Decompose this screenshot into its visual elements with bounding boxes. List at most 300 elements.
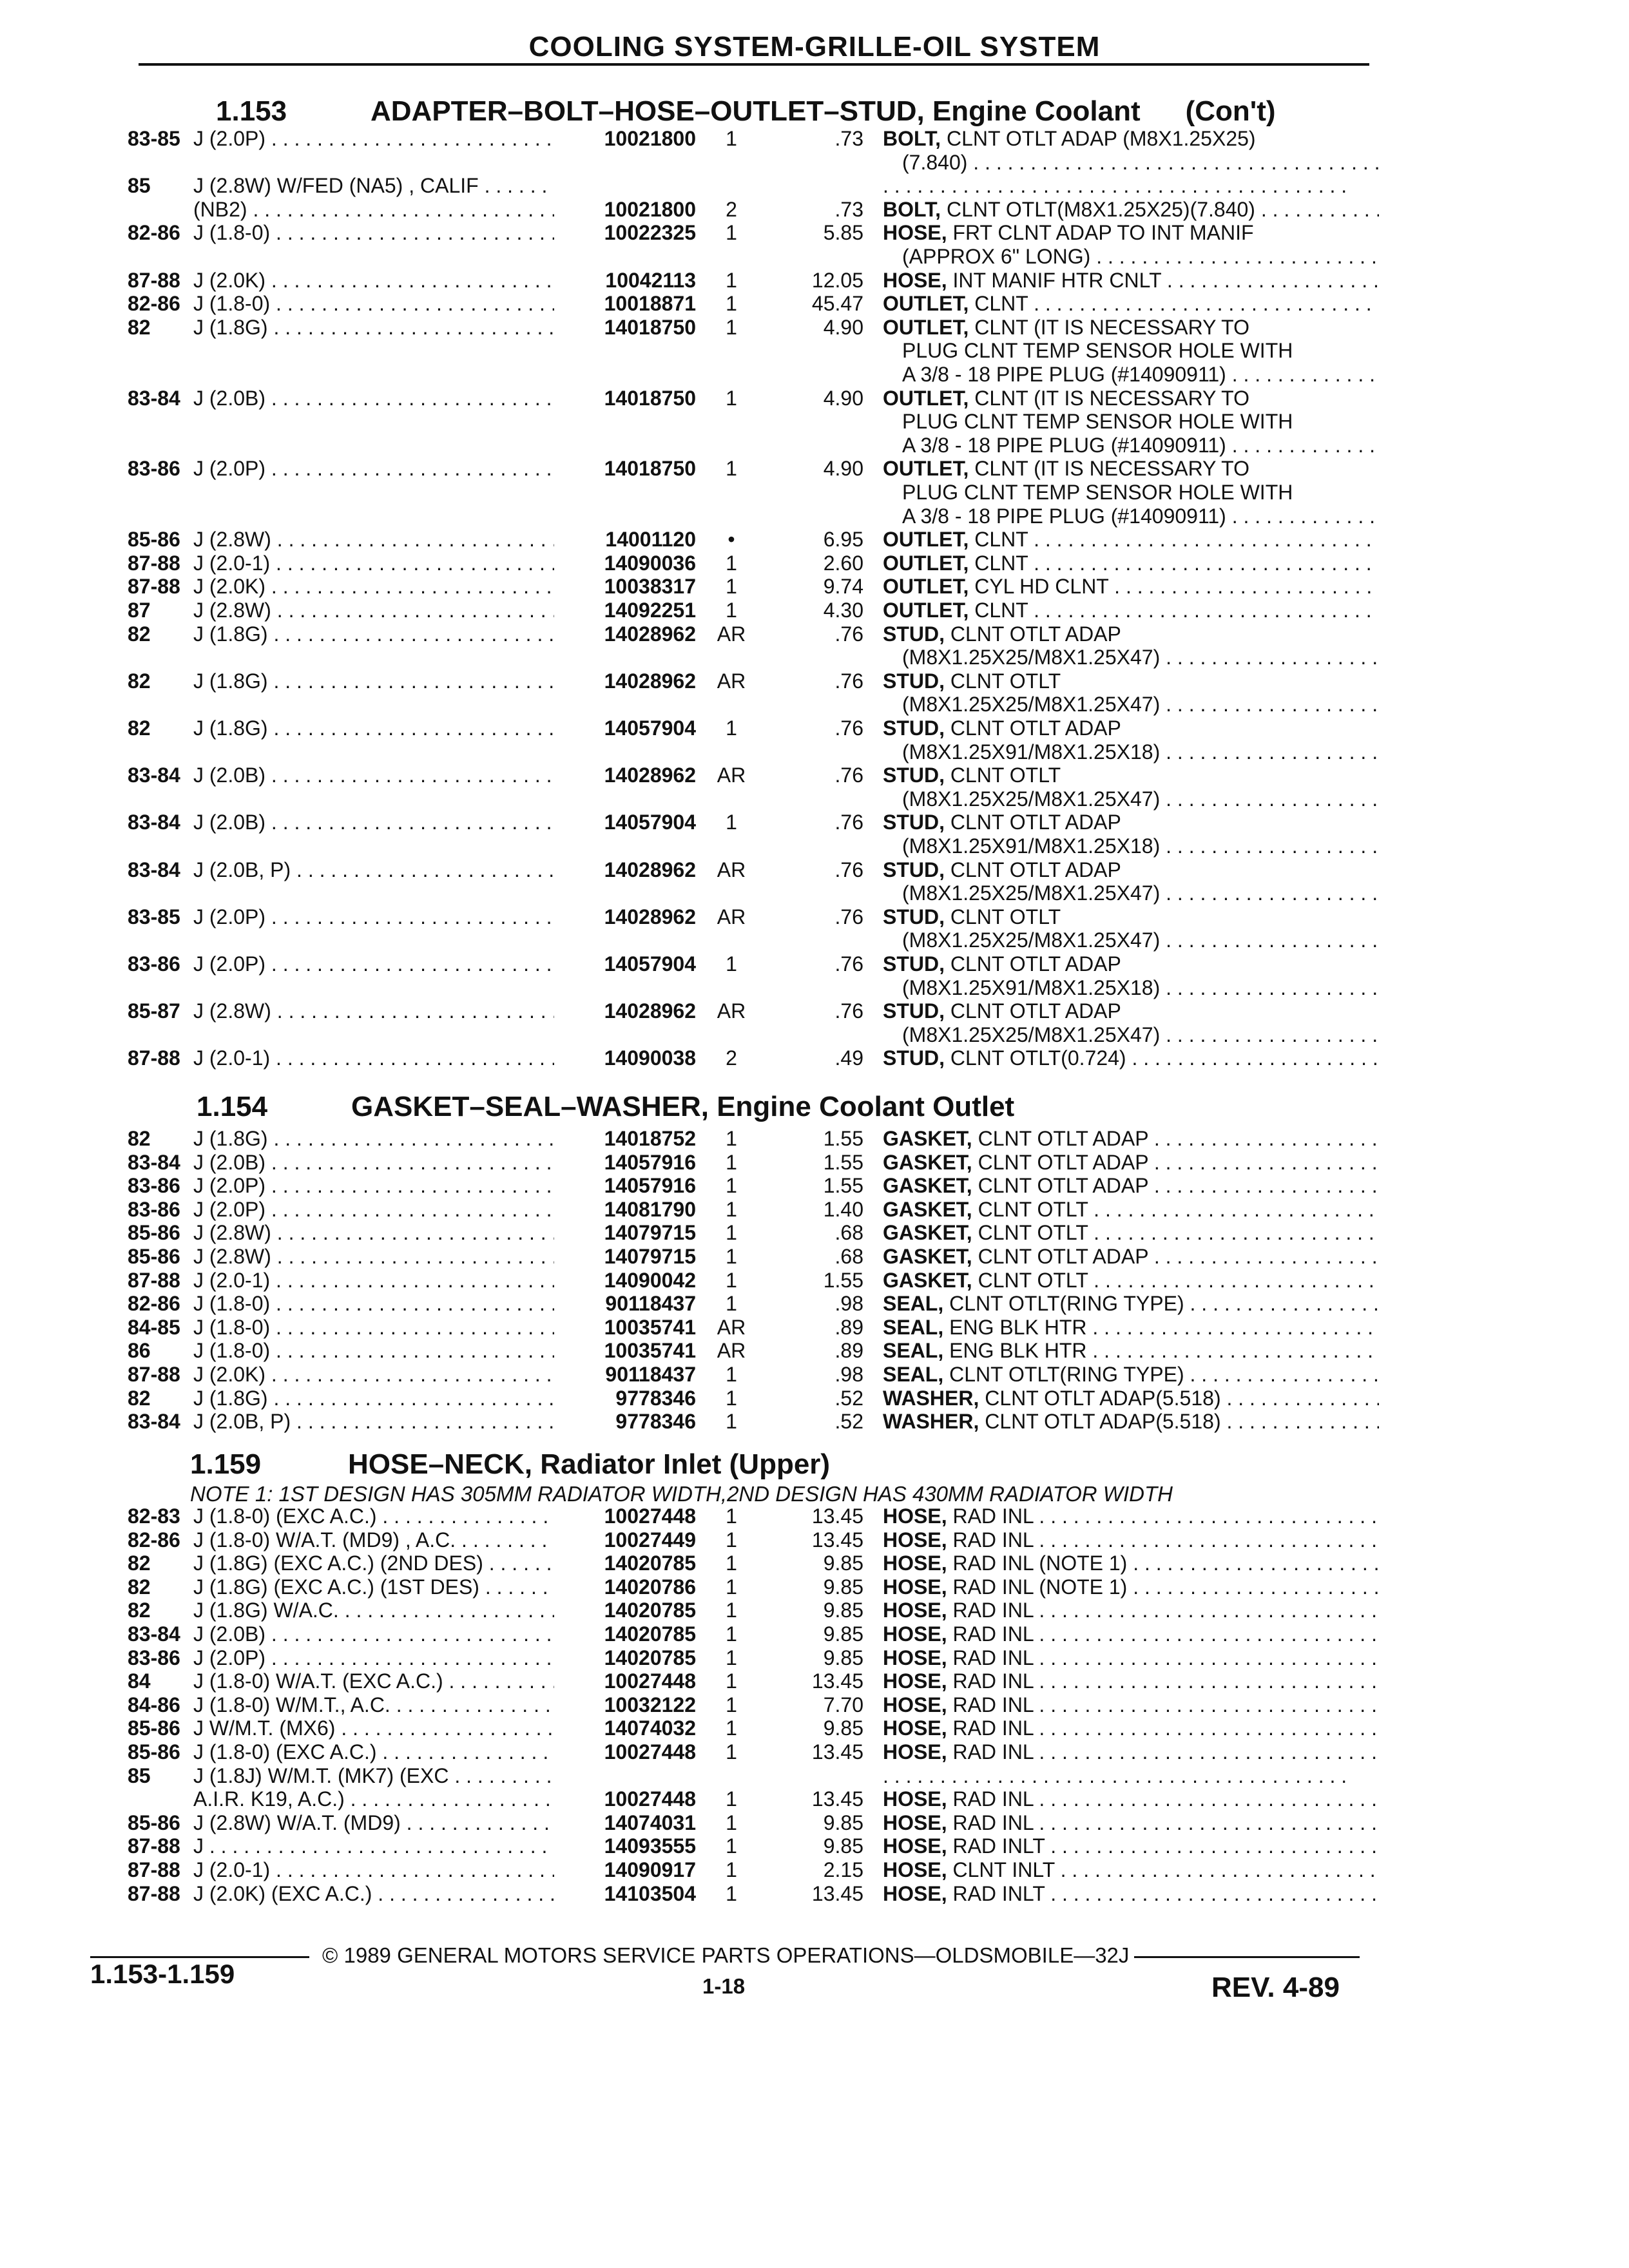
description-noun: HOSE, [883,1811,947,1834]
description [883,1740,1379,1764]
price: 4.90 [823,457,863,481]
quantity: 2 [726,197,737,221]
header-rule [139,63,1369,66]
model-years: 82 [128,1386,151,1410]
part-number: 10042113 [605,268,696,292]
description [883,126,1379,151]
application: J (2.0P) . . . [193,905,554,929]
application: J (1.8-0) W/A.T. (EXC A.C.) . . . [193,1669,554,1693]
price: 13.45 [811,1504,863,1528]
quantity: 1 [726,268,737,292]
model-years: 82 [128,1127,151,1150]
description-noun: HOSE, [883,1740,947,1763]
price: 9.85 [823,1811,863,1834]
description-noun: HOSE, [883,1716,947,1740]
description [883,268,1379,293]
model-years: 84-86 [128,1693,180,1716]
application: J (1.8G) . . . [193,315,554,340]
description-continuation: (M8X1.25X91/M8X1.25X18) . . . [902,975,1379,1000]
price: 4.90 [823,315,863,339]
quantity: 1 [726,1410,737,1434]
application: J (2.8W) . . . [193,1220,554,1245]
parts-row [0,858,1629,882]
model-years: 87-88 [128,268,180,292]
description-rest: RAD INL [947,1716,1034,1740]
description-noun: HOSE, [883,1787,947,1811]
description-noun: WASHER, [883,1410,979,1434]
description-noun: STUD, [883,622,945,646]
price: .76 [834,669,863,693]
price: 5.85 [823,221,863,245]
part-number: 14001120 [605,528,696,552]
model-years: 83-84 [128,386,180,410]
part-number: 14103504 [604,1881,696,1905]
description-rest: CLNT OTLT ADAP [972,1174,1148,1198]
model-years: 87 [128,599,151,622]
description-noun: GASKET, [883,1221,972,1245]
application: J (2.8W) W/A.T. (MD9) . . . [193,1811,554,1835]
description-noun: OUTLET, [883,292,969,316]
description-rest: CLNT OTLT ADAP [945,811,1121,834]
description-noun: STUD, [883,858,945,881]
description [883,291,1379,316]
quantity: 1 [726,1221,737,1245]
price: 13.45 [811,1528,863,1552]
part-number: 14028962 [604,999,696,1023]
description [883,1504,1379,1528]
description-continuation: A 3/8 - 18 PIPE PLUG (#14090911) . . . [902,504,1379,528]
description [883,1811,1379,1835]
description [883,1362,1379,1387]
quantity: AR [717,905,746,928]
description [883,1409,1379,1434]
part-number: 14020785 [604,1646,696,1669]
description-rest: CLNT OTLT ADAP [972,1127,1148,1150]
footer-rule-right [1134,1956,1360,1958]
price: .76 [834,811,863,834]
description-noun: HOSE, [883,221,947,245]
description-rest: CLNT OTLT ADAP [945,952,1121,975]
quantity: AR [717,669,746,693]
description-rest: CLNT OTLT ADAP(5.518) [979,1386,1221,1410]
price: .89 [834,1315,863,1339]
description [883,1646,1379,1670]
price: .73 [834,197,863,221]
parts-row [0,1622,1629,1646]
price: 9.85 [823,1599,863,1622]
parts-row [0,1740,1629,1764]
quantity: 1 [726,1528,737,1552]
description-rest: RAD INLT [947,1834,1045,1858]
part-number: 14018750 [604,386,696,410]
description-rest: CLNT OTLT ADAP (M8X1.25X25) [941,127,1256,150]
parts-row [0,268,1629,293]
quantity: AR [717,622,746,646]
parts-row [0,1763,1629,1788]
part-number: 14057904 [604,952,696,975]
parts-row [0,1693,1629,1717]
part-number: 14090917 [604,1858,696,1881]
application: J (2.0B) . . . [193,1622,554,1646]
model-years: 85 [128,174,151,198]
application: J (2.8W) . . . [193,999,554,1023]
price: 1.55 [823,1150,863,1174]
price: 9.85 [823,1834,863,1858]
description [883,858,1379,882]
price: .76 [834,716,863,740]
model-years: 83-86 [128,952,180,975]
description-continuation: (M8X1.25X91/M8X1.25X18) . . . [902,740,1379,764]
description [883,1551,1379,1575]
part-number: 10032122 [604,1693,696,1716]
price: 13.45 [811,1669,863,1693]
description [883,622,1379,646]
footer-rule-left [90,1956,309,1958]
price: 9.85 [823,1646,863,1669]
application: J (2.0-1) . . . [193,1858,554,1882]
price: .49 [834,1046,863,1070]
description [883,1197,1379,1222]
model-years: 85-86 [128,1245,180,1268]
footer-section-range: 1.153-1.159 [90,1959,235,1989]
model-years: 87-88 [128,575,180,599]
parts-row [0,220,1629,245]
part-number: 90118437 [605,1363,696,1386]
price: 1.55 [823,1174,863,1198]
description [883,1315,1379,1340]
application: J (2.0P) . . . [193,1646,554,1670]
description-rest: ENG BLK HTR [943,1315,1087,1339]
model-years: 87-88 [128,1046,180,1070]
description-noun: BOLT, [883,127,941,150]
parts-row [0,1338,1629,1363]
parts-row [0,1173,1629,1198]
description-noun: STUD, [883,669,945,693]
price: 1.55 [823,1127,863,1150]
quantity: 1 [726,1552,737,1575]
quantity: 1 [726,1858,737,1881]
quantity: 1 [726,599,737,622]
section-title [351,1091,1014,1123]
parts-row [0,1646,1629,1670]
parts-row [0,622,1629,646]
quantity: 1 [726,1811,737,1834]
model-years: 82-86 [128,292,180,316]
part-number: 90118437 [605,1292,696,1316]
description-rest: CLNT OTLT ADAP [972,1245,1148,1268]
description [883,1881,1379,1906]
description [883,1787,1379,1811]
description-noun: STUD, [883,811,945,834]
description-rest: CLNT OTLT [972,1268,1088,1292]
footer-page-number: 1-18 [702,1974,746,1998]
quantity: 1 [726,1646,737,1669]
parts-row [0,173,1629,198]
description-noun: HOSE, [883,1858,947,1881]
parts-row [0,1409,1629,1434]
price: .98 [834,1292,863,1316]
description-continuation: (M8X1.25X25/M8X1.25X47) . . . [902,645,1379,669]
model-years: 87-88 [128,1881,180,1905]
quantity: 1 [726,127,737,150]
description-continuation: (M8X1.25X25/M8X1.25X47) . . . [902,787,1379,811]
application: J (1.8-0) . . . [193,1315,554,1340]
quantity: 1 [726,1292,737,1316]
model-years: 87-88 [128,551,180,575]
part-number: 14028962 [604,669,696,693]
model-years: 83-84 [128,1410,180,1434]
part-number: 14093555 [604,1834,696,1858]
parts-row [0,1528,1629,1552]
description [883,1386,1379,1410]
part-number: 14057904 [604,716,696,740]
part-number: 14028962 [604,764,696,787]
description-continuation: PLUG CLNT TEMP SENSOR HOLE WITH [902,481,1293,504]
parts-row [0,1315,1629,1340]
application: J (1.8G) (EXC A.C.) (1ST DES) . . . [193,1575,554,1599]
description [883,551,1379,575]
description-rest: RAD INL [947,1669,1034,1693]
parts-row [0,1787,1629,1811]
section-number: 1.154 [197,1091,268,1122]
quantity: 1 [726,1716,737,1740]
quantity: 1 [726,386,737,410]
part-number: 14018750 [604,315,696,339]
description-rest: CYL HD CLNT [969,575,1109,599]
description [883,1046,1379,1070]
description [883,1716,1379,1740]
model-years: 82-86 [128,1528,180,1552]
description [883,574,1379,599]
model-years: 82 [128,1575,151,1599]
part-number: 10018871 [604,292,696,316]
price: .76 [834,764,863,787]
parts-row [0,291,1629,316]
description-continuation: (M8X1.25X25/M8X1.25X47) . . . [902,881,1379,905]
quantity: AR [717,1315,746,1339]
part-number: 14092251 [604,599,696,622]
section-title-text: GASKET–SEAL–WASHER, Engine Coolant Outlet [351,1091,1015,1122]
description-rest: RAD INL [947,1622,1034,1646]
description-rest: CLNT OTLT(RING TYPE) [943,1363,1184,1386]
description-noun: STUD, [883,952,945,975]
application: J (1.8G) . . . [193,716,554,740]
description-noun: GASKET, [883,1268,972,1292]
description [883,1834,1379,1858]
section-number: 1.153 [216,95,287,127]
description-noun: STUD, [883,905,945,928]
description-rest: CLNT OTLT ADAP [945,999,1121,1023]
description-continuation: (7.840) . . . [902,150,1379,175]
description-noun: HOSE, [883,1504,947,1528]
part-number: 14074032 [604,1716,696,1740]
quantity: 1 [726,292,737,316]
description-noun: HOSE, [883,1599,947,1622]
model-years: 82-83 [128,1504,180,1528]
footer-revision: REV. 4-89 [1211,1972,1340,2003]
model-years: 85-86 [128,1221,180,1245]
description-noun: GASKET, [883,1150,972,1174]
description-noun: STUD, [883,999,945,1023]
application: J (1.8-0) (EXC A.C.) . . . [193,1504,554,1528]
quantity: 1 [726,1599,737,1622]
price: 9.85 [823,1552,863,1575]
application: J (2.8W) . . . [193,527,554,552]
price: 4.90 [823,386,863,410]
description-noun: SEAL, [883,1339,944,1363]
description-noun: HOSE, [883,268,947,292]
quantity: 1 [726,315,737,339]
description-rest: CLNT [969,528,1028,552]
section-title [371,95,1276,128]
quantity: 2 [726,1046,737,1070]
application: J (2.0-1) . . . [193,551,554,575]
description-noun: WASHER, [883,1386,979,1410]
quantity: • [728,528,735,552]
quantity: 1 [726,1268,737,1292]
description [883,1693,1379,1717]
model-years: 85-87 [128,999,180,1023]
quantity: AR [717,764,746,787]
description-noun: OUTLET, [883,599,969,622]
model-years: 85 [128,1763,151,1787]
application: J (2.0K) (EXC A.C.) . . . [193,1881,554,1906]
model-years: 82 [128,315,151,339]
price: .76 [834,999,863,1023]
description-rest: RAD INL [947,1693,1034,1716]
description [883,716,1379,740]
application: J (1.8-0) W/M.T., A.C. . . . [193,1693,554,1717]
part-number: 10027448 [604,1504,696,1528]
description-noun: OUTLET, [883,457,969,481]
description-continuation: (M8X1.25X91/M8X1.25X18) . . . [902,834,1379,858]
price: 6.95 [823,528,863,552]
quantity: 1 [726,1834,737,1858]
model-years: 85-86 [128,1811,180,1834]
part-number: 14074031 [604,1811,696,1834]
application: J (1.8J) W/M.T. (MK7) (EXC . . . [193,1763,554,1788]
application: J . . . [193,1834,554,1858]
parts-row [0,952,1629,976]
quantity: 1 [726,1669,737,1693]
description [883,220,1379,245]
application: J (2.0B) . . . [193,1150,554,1175]
parts-row [0,1268,1629,1293]
description-noun: HOSE, [883,1834,947,1858]
description [883,1150,1379,1175]
description-rest: RAD INL [947,1646,1034,1669]
section-title-text: HOSE–NECK, Radiator Inlet (Upper) [348,1448,831,1480]
description-noun: GASKET, [883,1245,972,1268]
description-noun: STUD, [883,1046,945,1070]
description-rest: CLNT (IT IS NECESSARY TO [969,315,1250,339]
description-noun: HOSE, [883,1622,947,1646]
parts-row [0,1244,1629,1269]
part-number: 14079715 [604,1245,696,1268]
model-years: 82 [128,1552,151,1575]
application: (NB2) . . . [193,197,554,222]
description-rest: CLNT OTLT ADAP(5.518) [979,1410,1221,1434]
quantity: 1 [726,1127,737,1150]
part-number: 14020785 [604,1622,696,1646]
quantity: AR [717,858,746,881]
description-rest: CLNT OTLT ADAP [945,622,1121,646]
parts-row [0,1716,1629,1740]
description-rest: CLNT OTLT(0.724) [945,1046,1126,1070]
model-years: 83-84 [128,1622,180,1646]
model-years: 87-88 [128,1858,180,1881]
description-rest: CLNT (IT IS NECESSARY TO [969,386,1250,410]
description [883,1669,1379,1693]
description-rest: CLNT OTLT [945,669,1061,693]
description-rest: RAD INL (NOTE 1) [947,1575,1128,1599]
application: J (2.0B, P) . . . [193,858,554,882]
model-years: 83-86 [128,1646,180,1669]
description [883,1244,1379,1269]
price: 13.45 [811,1881,863,1905]
part-number: 14018752 [604,1127,696,1150]
description-rest: RAD INL [947,1740,1034,1763]
description-rest: RAD INL [947,1504,1034,1528]
quantity: 1 [726,1693,737,1716]
part-number: 14028962 [604,622,696,646]
description-rest: CLNT OTLT(M8X1.25X25)(7.840) [941,197,1255,221]
parts-row [0,1046,1629,1070]
parts-row [0,1504,1629,1528]
quantity: 1 [726,1787,737,1811]
part-number: 14081790 [604,1197,696,1221]
application: J (2.8W) . . . [193,598,554,622]
quantity: 1 [726,1881,737,1905]
description-noun: HOSE, [883,1693,947,1716]
description-rest: CLNT [969,551,1028,575]
price: .76 [834,858,863,881]
price: .68 [834,1221,863,1245]
quantity: 1 [726,1386,737,1410]
part-number: 14057916 [604,1174,696,1198]
parts-row [0,1150,1629,1175]
model-years: 87-88 [128,1268,180,1292]
parts-row [0,574,1629,599]
description [883,527,1379,552]
model-years: 85-86 [128,1716,180,1740]
part-number: 14028962 [604,905,696,928]
application: J (2.0P) . . . [193,456,554,481]
part-number: 9778346 [615,1386,696,1410]
application: J (2.0P) . . . [193,1197,554,1222]
price: .76 [834,905,863,928]
part-number: 10021800 [604,127,696,150]
description [883,1598,1379,1622]
price: 9.74 [823,575,863,599]
description-rest: CLNT OTLT [945,905,1061,928]
description [883,1126,1379,1151]
description-noun: HOSE, [883,1552,947,1575]
part-number: 14090036 [604,551,696,575]
description-rest: CLNT OTLT ADAP [945,858,1121,881]
part-number: 14028962 [604,858,696,881]
description [883,315,1379,340]
quantity: 1 [726,1245,737,1268]
model-years: 83-84 [128,858,180,881]
part-number: 14020785 [604,1599,696,1622]
quantity: 1 [726,575,737,599]
price: .89 [834,1339,863,1363]
description-noun: STUD, [883,764,945,787]
description [883,1268,1379,1293]
model-years: 82-86 [128,221,180,245]
section-title-suffix: (Con't) [1185,95,1276,127]
